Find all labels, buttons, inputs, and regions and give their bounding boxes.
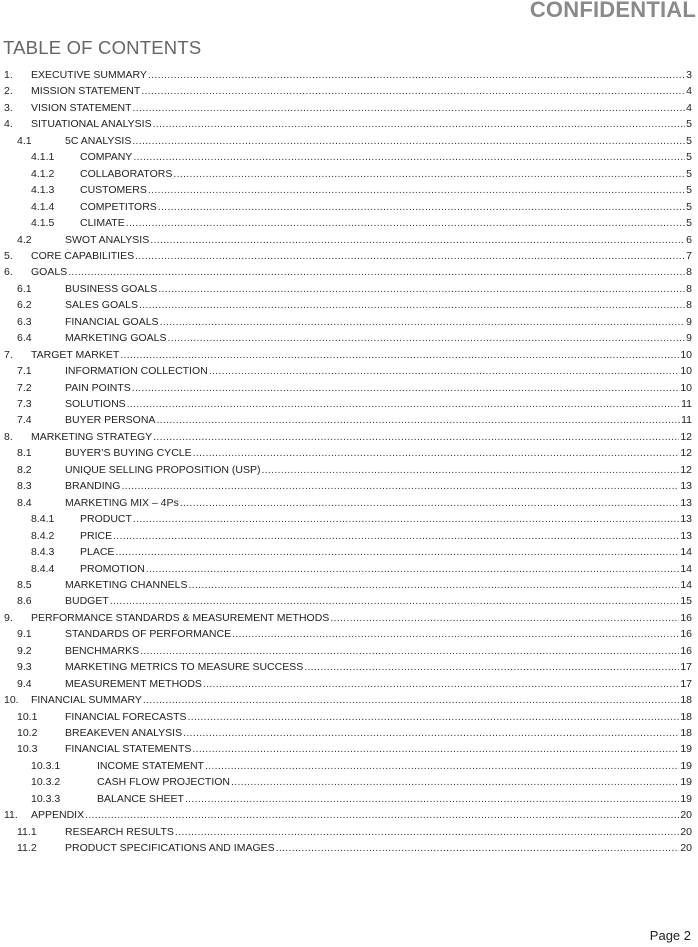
toc-entry-page: 10 (680, 365, 692, 378)
toc-entry[interactable] (0, 412, 692, 428)
toc-dot-leader (160, 314, 686, 330)
toc-entry-line (80, 182, 692, 198)
toc-entry-page: 5 (686, 134, 692, 147)
toc-entry-line (65, 725, 692, 741)
toc-entry-label[interactable]: 5C ANALYSIS (65, 134, 132, 147)
toc-dot-leader (231, 774, 679, 790)
toc-dot-leader (193, 445, 680, 461)
toc-dot-leader (110, 593, 680, 609)
toc-entry-label[interactable]: STANDARDS OF PERFORMANCE (65, 628, 232, 641)
toc-entry-label[interactable]: PRODUCT SPECIFICATIONS AND IMAGES (65, 842, 275, 855)
toc-entry-page: 9 (686, 315, 692, 328)
toc-entry[interactable] (0, 297, 692, 313)
toc-entry-number: 10. (4, 694, 19, 707)
toc-entry-label[interactable]: PRODUCT (80, 513, 132, 526)
toc-entry-page: 17 (680, 677, 692, 690)
toc-entry-label[interactable]: COLLABORATORS (80, 167, 173, 180)
toc-dot-leader (148, 67, 685, 83)
toc-entry-label[interactable]: MARKETING METRICS TO MEASURE SUCCESS (65, 661, 304, 674)
toc-entry-line (31, 347, 692, 363)
toc-entry-line (80, 544, 692, 560)
toc-entry-page: 12 (680, 430, 692, 443)
toc-entry-label[interactable]: APPENDIX (31, 809, 85, 822)
toc-entry-label[interactable]: FINANCIAL FORECASTS (65, 710, 187, 723)
toc-entry-label[interactable]: MISSION STATEMENT (31, 85, 141, 98)
toc-entry-page: 13 (680, 529, 692, 542)
toc-entry-label[interactable]: PLACE (80, 546, 115, 559)
toc-entry-number: 2. (4, 85, 13, 98)
toc-entry-line (65, 659, 692, 675)
toc-entry-number: 4.1.3 (31, 184, 55, 197)
toc-entry-line (31, 264, 692, 280)
toc-entry-number: 8.4.1 (31, 513, 55, 526)
toc-entry-line (65, 314, 692, 330)
toc-entry-page: 12 (680, 463, 692, 476)
toc-entry[interactable] (0, 643, 692, 659)
toc-entry-label[interactable]: SWOT ANALYSIS (65, 233, 150, 246)
toc-entry[interactable] (0, 67, 692, 83)
toc-entry-line (65, 709, 692, 725)
toc-entry-line (80, 166, 692, 182)
page-number: Page 2 (649, 928, 691, 943)
toc-entry[interactable] (0, 659, 692, 675)
toc-entry-line (31, 692, 692, 708)
toc-dot-leader (132, 380, 680, 396)
toc-entry-line (31, 83, 692, 99)
toc-entry-page: 20 (680, 809, 692, 822)
toc-entry-label[interactable]: GOALS (31, 266, 68, 279)
toc-entry-line (65, 676, 692, 692)
toc-entry-line (31, 100, 692, 116)
toc-entry-line (65, 495, 692, 511)
toc-entry-line (65, 396, 692, 412)
toc-entry[interactable] (0, 561, 692, 577)
toc-entry-number: 7. (4, 348, 13, 361)
toc-entry-label[interactable]: EXECUTIVE SUMMARY (31, 69, 147, 81)
toc-dot-leader (148, 182, 685, 198)
toc-dot-leader (175, 824, 679, 840)
toc-dot-leader (85, 807, 679, 823)
toc-dot-leader (127, 396, 680, 412)
toc-entry-label[interactable]: BUDGET (65, 595, 109, 608)
toc-dot-leader (189, 577, 680, 593)
toc-entry-label[interactable]: PAIN POINTS (65, 381, 131, 394)
toc-entry-label[interactable]: RESEARCH RESULTS (65, 825, 174, 838)
toc-dot-leader (192, 741, 679, 757)
toc-entry-line (31, 807, 692, 823)
toc-entry-number: 8.2 (17, 463, 32, 476)
toc-entry-page: 15 (680, 595, 692, 608)
toc-entry-page: 5 (686, 200, 692, 213)
toc-entry-label[interactable]: BRANDING (65, 480, 121, 493)
toc-dot-leader (141, 83, 685, 99)
toc-entry-line (65, 281, 692, 297)
toc-entry-number: 8.4 (17, 496, 32, 509)
toc-entry-label[interactable]: INCOME STATEMENT (97, 759, 204, 772)
toc-entry-label[interactable]: BREAKEVEN ANALYSIS (65, 727, 183, 739)
toc-dot-leader (153, 116, 686, 132)
toc-entry-line (65, 643, 692, 659)
toc-title: TABLE OF CONTENTS (3, 37, 202, 58)
toc-entry[interactable] (0, 445, 692, 461)
toc-entry-number: 10.1 (17, 710, 38, 723)
toc-entry-page: 7 (686, 249, 692, 262)
toc-entry[interactable] (0, 791, 692, 807)
toc-entry[interactable] (0, 166, 692, 182)
toc-entry-label[interactable]: CLIMATE (80, 217, 125, 230)
toc-entry-number: 3. (4, 101, 13, 114)
toc-dot-leader (139, 297, 685, 313)
toc-entry-page: 5 (686, 151, 692, 164)
toc-entry-line (31, 610, 692, 626)
toc-entry-number: 9.2 (17, 644, 32, 657)
toc-dot-leader (133, 149, 685, 165)
toc-dot-leader (168, 330, 686, 346)
toc-entry-page: 20 (680, 825, 692, 838)
toc-entry-page: 18 (680, 710, 692, 723)
toc-dot-leader (140, 643, 679, 659)
toc-entry-number: 4.1.1 (31, 151, 55, 164)
toc-entry-number: 9.1 (17, 628, 32, 641)
toc-entry-label[interactable]: MARKETING MIX – 4Ps (65, 496, 179, 509)
toc-entry-page: 14 (680, 546, 692, 559)
toc-entry-label[interactable]: VISION STATEMENT (31, 101, 132, 114)
toc-dot-leader (133, 511, 679, 527)
toc-entry-line (65, 478, 692, 494)
toc-entry-label[interactable]: FINANCIAL GOALS (65, 315, 159, 328)
toc-entry-number: 8.3 (17, 480, 32, 493)
toc-entry-number: 1. (4, 69, 13, 81)
toc-entry-number: 9.4 (17, 677, 32, 690)
toc-entry[interactable] (0, 182, 692, 198)
toc-entry-page: 5 (686, 167, 692, 180)
toc-entry-page: 5 (686, 184, 692, 197)
toc-entry-page: 19 (680, 792, 692, 805)
toc-entry-page: 14 (680, 578, 692, 591)
toc-entry-number: 4.1.2 (31, 167, 55, 180)
toc-dot-leader (146, 561, 680, 577)
toc-entry[interactable] (0, 478, 692, 494)
toc-entry-line (65, 462, 692, 478)
toc-entry-line (80, 561, 692, 577)
toc-entry-label[interactable]: FINANCIAL STATEMENTS (65, 743, 192, 756)
toc-entry-page: 8 (686, 299, 692, 312)
toc-entry-page: 11 (681, 414, 692, 427)
toc-entry[interactable] (0, 232, 692, 248)
toc-entry-page: 18 (680, 694, 692, 707)
toc-entry[interactable] (0, 116, 692, 132)
toc-dot-leader (188, 709, 680, 725)
toc-entry-label[interactable]: PROMOTION (80, 562, 145, 575)
toc-entry-line (80, 199, 692, 215)
toc-entry-page: 16 (680, 611, 692, 624)
toc-entry-label[interactable]: UNIQUE SELLING PROPOSITION (USP) (65, 463, 261, 476)
toc-entry[interactable] (0, 215, 692, 231)
toc-entry-number: 8.6 (17, 595, 32, 608)
toc-entry[interactable] (0, 314, 692, 330)
toc-entry-page: 16 (680, 628, 692, 641)
toc-entry-line (31, 67, 692, 83)
toc-entry-label[interactable]: INFORMATION COLLECTION (65, 365, 208, 378)
toc-entry-page: 19 (680, 743, 692, 756)
toc-dot-leader (203, 676, 679, 692)
toc-entry[interactable] (0, 83, 692, 99)
toc-entry-label[interactable]: COMPANY (80, 151, 133, 164)
toc-dot-leader (133, 100, 686, 116)
toc-dot-leader (150, 232, 685, 248)
toc-entry-label[interactable]: CORE CAPABILITIES (31, 249, 135, 262)
toc-entry-number: 11.1 (17, 825, 37, 838)
toc-entry-label[interactable]: CASH FLOW PROJECTION (97, 776, 231, 789)
toc-entry-number: 10.3.3 (31, 792, 61, 805)
toc-entry-page: 17 (680, 661, 692, 674)
toc-entry-number: 8.4.2 (31, 529, 55, 542)
toc-entry-number: 4.2 (17, 233, 32, 246)
toc-entry-page: 9 (686, 332, 692, 345)
toc-entry-page: 19 (680, 759, 692, 772)
toc-entry-number: 9. (4, 611, 13, 624)
toc-entry-number: 7.1 (17, 365, 32, 378)
toc-entry-page: 18 (680, 727, 692, 739)
toc-entry-page: 8 (686, 266, 692, 279)
toc-entry-number: 10.3.1 (31, 759, 61, 772)
toc-entry-line (65, 330, 692, 346)
toc-entry-page: 6 (686, 233, 692, 246)
toc-entry-number: 7.4 (17, 414, 32, 427)
toc-entry-page: 10 (680, 381, 692, 394)
toc-dot-leader (185, 791, 679, 807)
toc-dot-leader (261, 462, 679, 478)
toc-entry-label[interactable]: MARKETING GOALS (65, 332, 167, 345)
toc-entry-page: 12 (680, 447, 692, 460)
toc-entry-line (31, 248, 692, 264)
toc-dot-leader (276, 840, 680, 856)
toc-entry-label[interactable]: BALANCE SHEET (97, 792, 184, 805)
toc-entry-page: 4 (686, 85, 692, 98)
toc-entry[interactable] (0, 264, 692, 280)
confidential-header: CONFIDENTIAL (529, 0, 696, 22)
toc-dot-leader (68, 264, 685, 280)
toc-entry-number: 8. (4, 430, 13, 443)
toc-dot-leader (126, 215, 685, 231)
toc-entry-line (31, 429, 692, 445)
toc-entry[interactable] (0, 709, 692, 725)
toc-entry[interactable] (0, 758, 692, 774)
toc-entry[interactable] (0, 347, 692, 363)
toc-entry-line (65, 133, 692, 149)
toc-entry-number: 9.3 (17, 661, 32, 674)
toc-entry-page: 20 (680, 842, 692, 855)
toc-entry[interactable] (0, 577, 692, 593)
toc-entry-number: 7.3 (17, 398, 32, 410)
toc-entry[interactable] (0, 676, 692, 692)
toc-entry[interactable] (0, 248, 692, 264)
toc-entry-label[interactable]: MARKETING CHANNELS (65, 578, 188, 591)
toc-dot-leader (115, 544, 679, 560)
toc-entry-page: 13 (680, 480, 692, 493)
toc-entry-number: 4. (4, 118, 13, 131)
toc-entry-line (80, 511, 692, 527)
toc-entry-label[interactable]: COMPETITORS (80, 200, 157, 213)
toc-entry-label[interactable]: SALES GOALS (65, 299, 138, 312)
toc-entry-number: 10.3 (17, 743, 38, 756)
toc-entry[interactable] (0, 199, 692, 215)
toc-entry-number: 8.5 (17, 578, 32, 591)
toc-entry[interactable] (0, 544, 692, 560)
toc-entry-label[interactable]: BUYER PERSONA (65, 414, 156, 427)
toc-entry[interactable] (0, 149, 692, 165)
toc-entry-line (80, 528, 692, 544)
toc-entry-line (97, 791, 692, 807)
toc-entry-line (65, 297, 692, 313)
toc-entry-number: 6.2 (17, 299, 32, 312)
toc-dot-leader (153, 429, 679, 445)
toc-entry-line (31, 116, 692, 132)
toc-entry[interactable] (0, 528, 692, 544)
toc-entry-line (65, 445, 692, 461)
toc-entry-number: 8.1 (17, 447, 32, 460)
toc-entry-line (65, 824, 692, 840)
toc-entry-number: 7.2 (17, 381, 32, 394)
toc-entry-label[interactable]: BUSINESS GOALS (65, 282, 158, 295)
toc-entry-page: 3 (686, 69, 692, 81)
toc-entry[interactable] (0, 380, 692, 396)
toc-dot-leader (180, 495, 680, 511)
toc-entry-line (65, 741, 692, 757)
toc-entry-label[interactable]: PERFORMANCE STANDARDS & MEASUREMENT METHODS (31, 611, 330, 624)
toc-entry[interactable] (0, 100, 692, 116)
toc-entry-number: 6. (4, 266, 13, 279)
toc-entry[interactable] (0, 840, 692, 856)
toc-entry[interactable] (0, 824, 692, 840)
toc-entry-number: 10.2 (17, 727, 38, 739)
toc-dot-leader (330, 610, 679, 626)
toc-entry-line (65, 840, 692, 856)
toc-entry-number: 11. (4, 809, 18, 822)
toc-entry-line (65, 593, 692, 609)
toc-entry[interactable] (0, 593, 692, 609)
toc-entry[interactable] (0, 363, 692, 379)
toc-entry-number: 6.4 (17, 332, 32, 345)
toc-dot-leader (135, 248, 685, 264)
toc-entry-number: 10.3.2 (31, 776, 61, 789)
toc-entry[interactable] (0, 396, 692, 412)
toc-entry-page: 19 (680, 776, 692, 789)
toc-entry[interactable] (0, 692, 692, 708)
toc-entry-page: 10 (680, 348, 692, 361)
toc-dot-leader (143, 692, 679, 708)
toc-entry-number: 4.1 (17, 134, 32, 147)
toc-entry-number: 11.2 (17, 842, 37, 855)
toc-entry-line (65, 232, 692, 248)
toc-dot-leader (304, 659, 679, 675)
toc-entry[interactable] (0, 741, 692, 757)
toc-entry-page: 13 (680, 496, 692, 509)
toc-entry[interactable] (0, 610, 692, 626)
toc-entry-number: 5. (4, 249, 13, 262)
toc-entry-label[interactable]: TARGET MARKET (31, 348, 120, 361)
toc-entry-number: 4.1.5 (31, 217, 55, 230)
toc-entry-number: 8.4.3 (31, 546, 55, 559)
toc-entry[interactable] (0, 774, 692, 790)
toc-entry-page: 4 (686, 101, 692, 114)
toc-entry-page: 5 (686, 217, 692, 230)
toc-dot-leader (120, 347, 679, 363)
toc-entry-number: 6.1 (17, 282, 32, 295)
toc-entry-page: 8 (686, 282, 692, 295)
toc-entry-line (65, 380, 692, 396)
toc-entry-label[interactable]: BUYER’S BUYING CYCLE (65, 447, 192, 460)
toc-dot-leader (209, 363, 680, 379)
toc-entry-line (80, 215, 692, 231)
toc-entry[interactable] (0, 330, 692, 346)
toc-entry-line (97, 758, 692, 774)
toc-entry[interactable] (0, 626, 692, 642)
toc-entry-label[interactable]: PRICE (80, 529, 113, 542)
toc-entry[interactable] (0, 133, 692, 149)
toc-entry[interactable] (0, 511, 692, 527)
toc-entry-page: 11 (681, 398, 692, 410)
toc-entry-page: 13 (680, 513, 692, 526)
toc-entry-label[interactable]: MARKETING STRATEGY (31, 430, 153, 443)
toc-dot-leader (121, 478, 679, 494)
toc-entry-label[interactable]: SOLUTIONS (65, 398, 126, 410)
toc-entry-label[interactable]: SITUATIONAL ANALYSIS (31, 118, 152, 131)
toc-entry-number: 8.4.4 (31, 562, 55, 575)
toc-entry-label[interactable]: CUSTOMERS (80, 184, 147, 197)
toc-entry-number: 6.3 (17, 315, 32, 328)
toc-entry[interactable] (0, 495, 692, 511)
toc-entry-label[interactable]: BENCHMARKS (65, 644, 140, 657)
toc-entry[interactable] (0, 429, 692, 445)
toc-entry-label[interactable]: FINANCIAL SUMMARY (31, 694, 142, 707)
toc-entry-label[interactable]: MEASUREMENT METHODS (65, 677, 202, 690)
toc-entry[interactable] (0, 807, 692, 823)
toc-dot-leader (132, 133, 685, 149)
toc-entry[interactable] (0, 281, 692, 297)
toc-dot-leader (113, 528, 679, 544)
toc-entry[interactable] (0, 725, 692, 741)
toc-entry-line (97, 774, 692, 790)
toc-dot-leader (156, 412, 680, 428)
toc-entry-line (65, 363, 692, 379)
toc-dot-leader (205, 758, 679, 774)
toc-entry-page: 16 (680, 644, 692, 657)
toc-entry-line (65, 626, 692, 642)
toc-dot-leader (183, 725, 679, 741)
toc-entry-page: 14 (680, 562, 692, 575)
toc-dot-leader (158, 199, 685, 215)
toc-dot-leader (232, 626, 679, 642)
toc-entry-page: 5 (686, 118, 692, 131)
toc-entry-line (80, 149, 692, 165)
toc-entry-number: 4.1.4 (31, 200, 55, 213)
toc-entry-line (65, 577, 692, 593)
toc-dot-leader (173, 166, 685, 182)
toc-dot-leader (158, 281, 685, 297)
toc-entry[interactable] (0, 462, 692, 478)
toc-entry-line (65, 412, 692, 428)
